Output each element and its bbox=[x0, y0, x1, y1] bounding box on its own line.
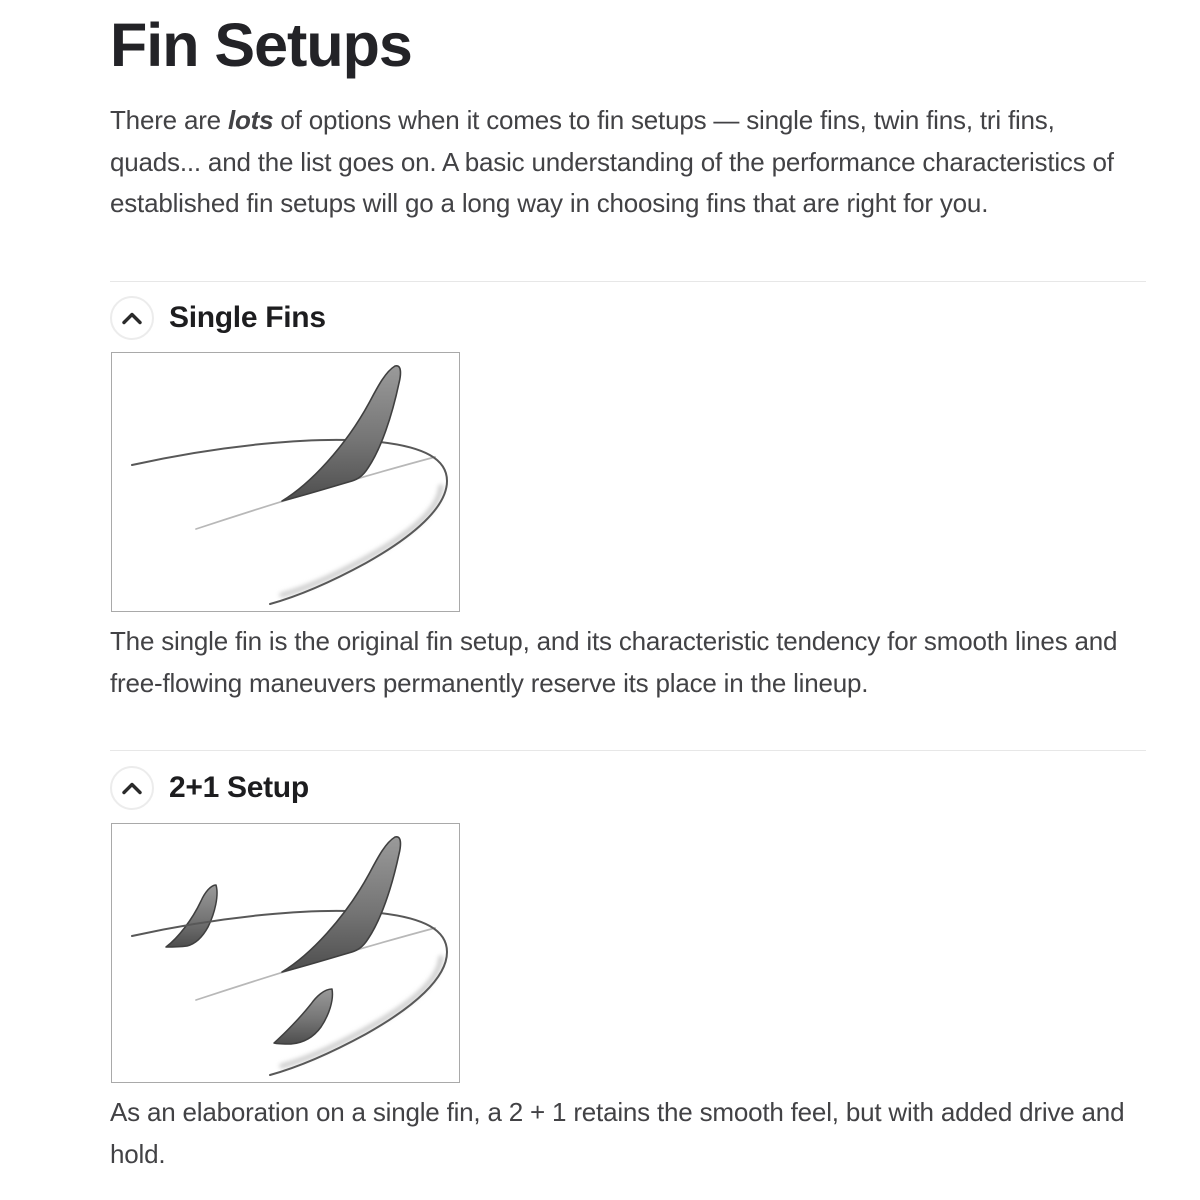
intro-line-1 bbox=[110, 100, 1155, 142]
single-fins-paragraph bbox=[110, 621, 1155, 704]
collapse-toggle-button[interactable] bbox=[110, 296, 154, 340]
chevron-up-icon bbox=[121, 312, 143, 325]
page-title: Fin Setups bbox=[110, 11, 412, 79]
section-divider bbox=[110, 750, 1146, 751]
section-divider bbox=[110, 281, 1146, 282]
single-fin-illustration bbox=[112, 353, 459, 611]
intro-paragraph bbox=[110, 100, 1155, 225]
section-title-single-fins: Single Fins bbox=[169, 301, 326, 334]
two-plus-one-surfboard-image bbox=[111, 823, 460, 1083]
two-plus-one-paragraph bbox=[110, 1092, 1155, 1175]
single-fins-line-2: free-flowing maneuvers permanently reserve its place in the lineup. bbox=[110, 667, 869, 698]
intro-text: There are bbox=[110, 105, 228, 135]
two-plus-one-line-1: As an elaboration on a single fin, a 2 + 1 retains the smooth feel, but with added drive and bbox=[110, 1097, 1125, 1127]
intro-emphasis: lots bbox=[227, 105, 274, 135]
two-plus-one-line-2: hold. bbox=[110, 1138, 166, 1169]
section-header-2-plus-1 bbox=[110, 766, 309, 810]
single-fins-line-1: The single fin is the original fin setup, and its characteristic tendency for smooth lines and bbox=[110, 626, 1118, 656]
intro-text: of options when it comes to fin setups — single fins, twin fins, tri fins, bbox=[273, 105, 1055, 135]
section-header-single-fins bbox=[110, 296, 326, 340]
two-plus-one-illustration bbox=[112, 824, 459, 1082]
chevron-up-icon bbox=[121, 782, 143, 795]
collapse-toggle-button[interactable] bbox=[110, 766, 154, 810]
intro-line-3: established fin setups will go a long way in choosing fins that are right for you. bbox=[110, 188, 989, 218]
single-fin-surfboard-image bbox=[111, 352, 460, 612]
intro-line-2: quads... and the list goes on. A basic understanding of the performance characteristics of bbox=[110, 146, 1114, 177]
section-title-2-plus-1: 2+1 Setup bbox=[169, 771, 309, 804]
